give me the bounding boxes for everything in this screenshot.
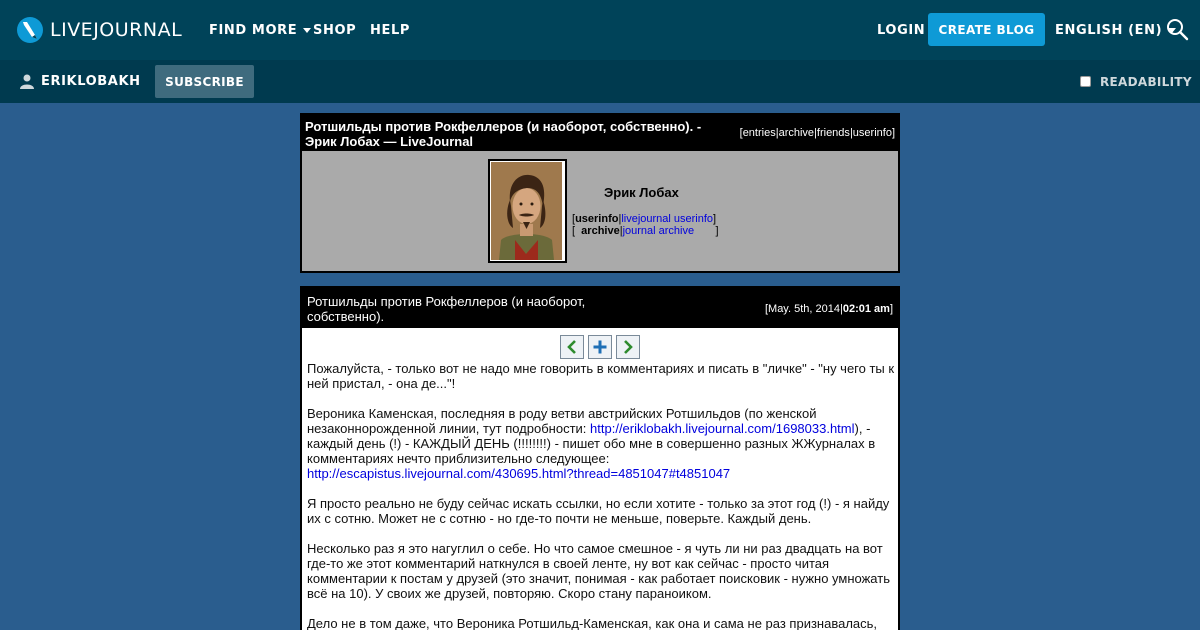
- readability-label: READABILITY: [1100, 74, 1192, 89]
- post-date: [May. 5th, 2014|02:01 am]: [764, 303, 893, 315]
- top-navigation-bar: [0, 0, 1200, 60]
- archive-label: archive: [581, 225, 620, 237]
- journal-name: Эрик Лобах: [604, 185, 679, 200]
- journal-user[interactable]: [20, 60, 141, 103]
- nav-find-more[interactable]: [209, 23, 311, 38]
- profile-links: [userinfo|livejournal userinfo] [ archive|journal archive ]: [572, 213, 719, 237]
- language-label: ENGLISH (EN): [1055, 22, 1163, 38]
- post-text: Вероника Каменская, последняя в роду ветви австрийских Ротшильдов (по женской незаконнорожденной линии, тут подробности:: [307, 406, 817, 436]
- page-title: Ротшильды против Рокфеллеров (и наоборот, собственно). - Эрик Лобах — LiveJournal: [305, 119, 702, 149]
- nav-help[interactable]: HELP: [370, 22, 410, 38]
- post-link[interactable]: http://eriklobakh.livejournal.com/1698033.html: [590, 421, 855, 436]
- archive-link[interactable]: archive: [778, 127, 815, 139]
- journal-username: ERIKLOBAKH: [41, 74, 141, 89]
- logo-text: LIVEJOURNAL: [50, 19, 183, 41]
- readability-toggle[interactable]: [1080, 60, 1192, 103]
- nav-find-more-label: FIND MORE: [209, 22, 298, 38]
- post-paragraph: Дело не в том даже, что Вероника Ротшильд-Каменская, как она и сама не раз признавалась,: [307, 616, 878, 630]
- journal-header-box: [300, 113, 900, 273]
- post-paragraph: Несколько раз я это нагуглил о себе. Но что самое смешное - я чуть ли ни раз двадцать на вот где-то же этот комментарий наткнулся в своей ленте, ну вот как сейчас - просто читая комментарии к постам у друзей (это значит, понимая - как работает поисковик - нужно умножать всё на 10). У своих же друзей, повторяю. Скоро стану параноиком.: [307, 541, 890, 601]
- post-body: [307, 361, 895, 630]
- chevron-down-icon: [303, 28, 311, 33]
- nav-shop[interactable]: SHOP: [313, 22, 357, 38]
- post-header: [302, 288, 898, 328]
- user-icon: [20, 74, 34, 89]
- next-entry-button[interactable]: [616, 335, 640, 359]
- friends-link[interactable]: friends: [816, 127, 850, 139]
- post-title: Ротшильды против Рокфеллеров (и наоборот, собственно).: [307, 294, 586, 324]
- post-entry: [300, 286, 900, 630]
- userpic-portrait-image: [491, 162, 562, 260]
- add-to-memories-button[interactable]: [588, 335, 612, 359]
- create-blog-button[interactable]: CREATE BLOG: [928, 13, 1045, 46]
- userinfo-label: userinfo: [575, 213, 619, 225]
- search-icon[interactable]: [1165, 17, 1189, 41]
- journal-subbar: [0, 60, 1200, 103]
- post-paragraph: Я просто реально не буду сейчас искать ссылки, но если хотите - только за этот год (!) - я найду их с сотню. Может не с сотню - но где-то почти не меньше, поверьте. Каждый день.: [307, 496, 890, 526]
- post-paragraph: [307, 406, 895, 481]
- livejournal-logo-icon: [16, 16, 44, 44]
- journal-header-titlebar: [302, 115, 898, 151]
- livejournal-userinfo-link[interactable]: livejournal userinfo: [621, 213, 714, 225]
- post-time-value: 02:01 am: [842, 303, 890, 315]
- userpic[interactable]: [488, 159, 567, 263]
- post-date-value: May. 5th, 2014: [768, 303, 840, 315]
- post-paragraph: Пожалуйста, - только вот не надо мне говорить в комментариях и писать в "личке" - "ну чего ты к ней пристал, - она де..."!: [307, 361, 895, 391]
- journal-archive-link[interactable]: journal archive: [622, 225, 695, 237]
- arrow-left-icon: [564, 339, 580, 355]
- readability-checkbox[interactable]: [1080, 76, 1091, 87]
- entries-link[interactable]: entries: [742, 127, 776, 139]
- post-link[interactable]: http://escapistus.livejournal.com/430695.html?thread=4851047#t4851047: [307, 466, 731, 481]
- previous-entry-button[interactable]: [560, 335, 584, 359]
- language-selector[interactable]: [1055, 23, 1176, 38]
- arrow-right-icon: [620, 339, 636, 355]
- plus-icon: [592, 339, 608, 355]
- userinfo-link[interactable]: userinfo: [852, 127, 892, 139]
- journal-nav-links: [entries|archive|friends|userinfo]: [739, 127, 895, 139]
- post-navigation: [560, 335, 644, 359]
- livejournal-logo[interactable]: [16, 15, 182, 45]
- post-text: ), - каждый день (!) - КАЖДЫЙ ДЕНЬ (!!!!!!!!) - пишет обо мне в совершенно разных ЖЖурналах в комментариях нечто приблизительно следующее:: [307, 421, 876, 466]
- login-link[interactable]: LOGIN: [877, 22, 926, 38]
- journal-profile-area: [302, 151, 898, 271]
- subscribe-button[interactable]: SUBSCRIBE: [155, 65, 254, 98]
